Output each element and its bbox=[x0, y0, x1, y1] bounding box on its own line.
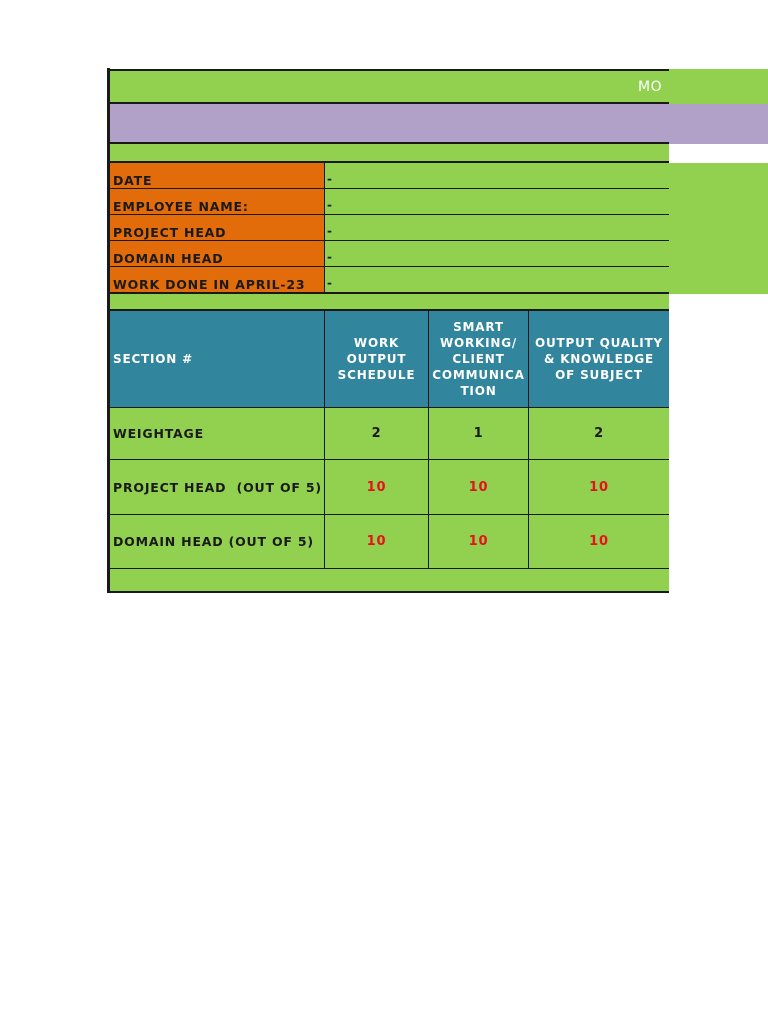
page-title: MO bbox=[638, 79, 663, 95]
table-row bbox=[110, 408, 669, 460]
appraisal-sheet bbox=[107, 68, 669, 593]
table-cell: 10 bbox=[589, 479, 609, 495]
column-header: WORK OUTPUT SCHEDULE bbox=[325, 311, 429, 407]
info-label: PROJECT HEAD bbox=[110, 215, 325, 241]
column-header: OUTPUT QUALITY & KNOWLEDGE OF SUBJECT bbox=[534, 336, 664, 382]
info-value: - bbox=[325, 189, 669, 215]
info-value: - bbox=[325, 267, 669, 294]
table-cell: 10 bbox=[429, 460, 529, 514]
row-label: WEIGHTAGE bbox=[110, 408, 325, 459]
column-header-section: SECTION # bbox=[110, 311, 325, 407]
table-row bbox=[110, 460, 669, 515]
table-row bbox=[110, 515, 669, 569]
info-row bbox=[110, 241, 669, 267]
table-cell: 10 bbox=[325, 460, 429, 514]
table-cell: 10 bbox=[429, 515, 529, 568]
info-value: - bbox=[325, 215, 669, 241]
info-row bbox=[110, 215, 669, 241]
side-green-panel bbox=[669, 163, 768, 294]
table-cell: 2 bbox=[594, 426, 604, 441]
table-cell: 10 bbox=[589, 534, 609, 549]
row-label: PROJECT HEAD (OUT OF 5) bbox=[110, 460, 325, 514]
info-label: EMPLOYEE NAME: bbox=[110, 189, 325, 215]
title-row bbox=[110, 69, 669, 104]
table-cell: 2 bbox=[325, 408, 429, 459]
footer-row bbox=[110, 569, 669, 593]
info-value: - bbox=[325, 241, 669, 267]
column-header: SMART WORKING/ CLIENT COMMUNICA TION bbox=[429, 311, 529, 407]
info-row bbox=[110, 189, 669, 215]
table-cell: 1 bbox=[429, 408, 529, 459]
subtitle-band-extension bbox=[669, 104, 768, 144]
spacer-row bbox=[110, 144, 669, 163]
info-row bbox=[110, 163, 669, 189]
table-header-row bbox=[110, 311, 669, 408]
row-label: DOMAIN HEAD (OUT OF 5) bbox=[110, 515, 325, 568]
info-row bbox=[110, 267, 669, 294]
spacer-row bbox=[110, 294, 669, 311]
info-label: WORK DONE IN APRIL-23 bbox=[110, 267, 325, 294]
info-label: DOMAIN HEAD bbox=[110, 241, 325, 267]
info-label: DATE bbox=[110, 163, 325, 189]
info-value: - bbox=[325, 163, 669, 189]
subtitle-row bbox=[110, 104, 669, 144]
title-band-extension bbox=[669, 69, 768, 104]
table-cell: 10 bbox=[325, 515, 429, 568]
